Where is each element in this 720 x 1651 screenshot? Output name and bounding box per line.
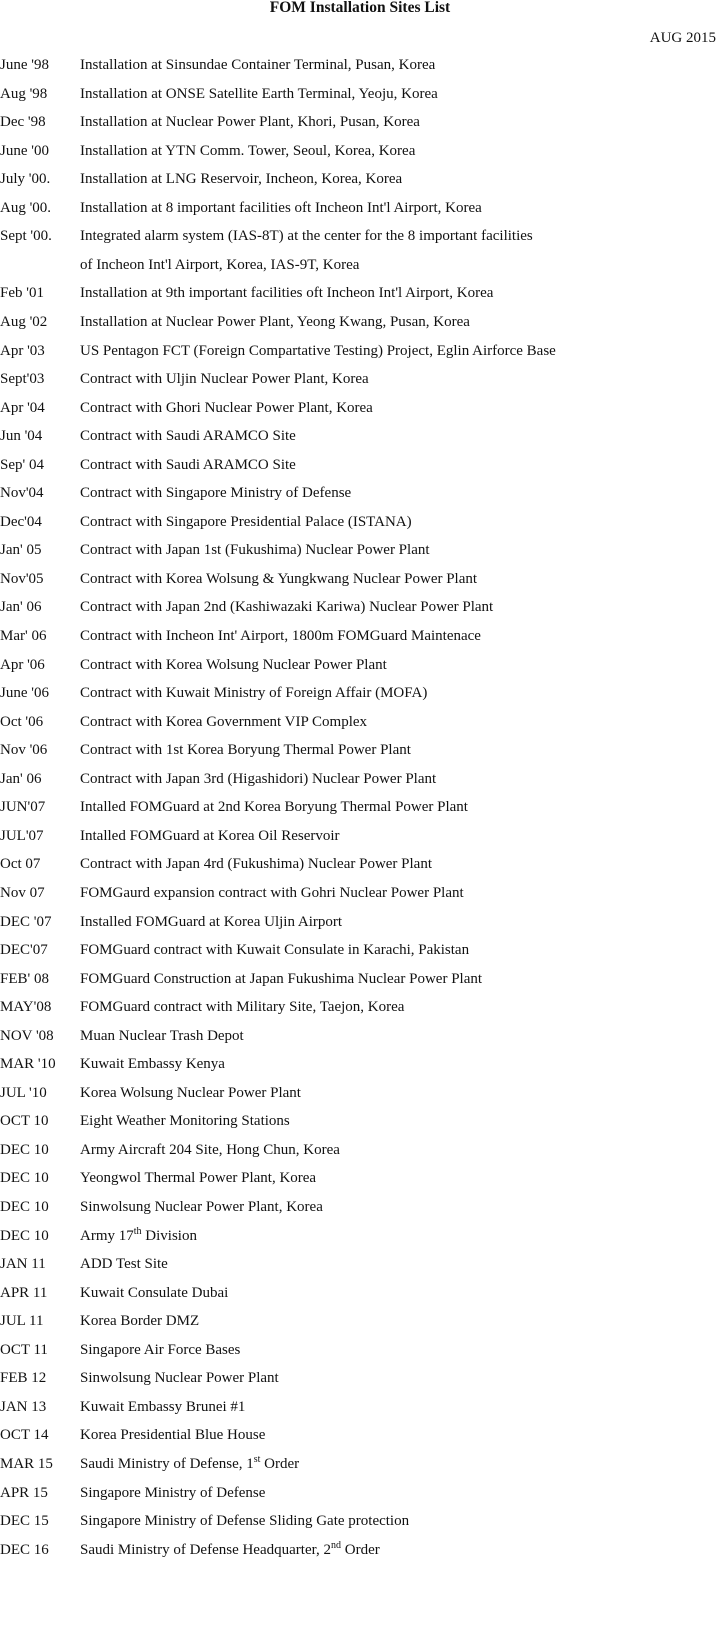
entry-description (80, 254, 359, 276)
entry-text-suffix: Order (260, 1455, 300, 1472)
entry-text: Korea Presidential Blue House (80, 1427, 266, 1444)
entry-text: Installation at LNG Reservoir, Incheon, Korea, Korea (80, 171, 403, 188)
entry-description (80, 1110, 290, 1132)
list-item (0, 368, 720, 390)
list-item (0, 1396, 720, 1418)
entry-description (80, 596, 493, 618)
entry-date: June '98 (0, 57, 49, 73)
entry-date: Aug '00. (0, 199, 52, 216)
list-item (0, 796, 720, 818)
list-item (0, 625, 720, 647)
entry-date: Jan' 05 (0, 542, 42, 559)
list-item (0, 1282, 720, 1304)
entry-description (80, 968, 482, 990)
entry-description (80, 1082, 301, 1104)
entry-description (80, 282, 493, 304)
entry-date: Apr '03 (0, 342, 45, 359)
list-item (0, 83, 720, 105)
entry-date: Sept '00. (0, 228, 52, 245)
entry-text: Contract with Saudi ARAMCO Site (80, 456, 296, 473)
entry-date: DEC 15 (0, 1513, 49, 1530)
list-item (0, 197, 720, 219)
entry-description (80, 1225, 197, 1247)
entry-text: FOMGuard contract with Military Site, Taejon, Korea (80, 999, 405, 1016)
list-item (0, 1510, 720, 1532)
entry-text-suffix: Division (141, 1227, 197, 1244)
entry-text: Contract with Korea Wolsung Nuclear Power Plant (80, 656, 387, 673)
list-item (0, 1424, 720, 1446)
entry-date: OCT 11 (0, 1341, 48, 1358)
entry-text: Contract with Saudi ARAMCO Site (80, 428, 296, 445)
list-item (0, 282, 720, 304)
list-item (0, 225, 720, 247)
list-item (0, 511, 720, 533)
list-item (0, 425, 720, 447)
entry-description (80, 825, 340, 847)
entry-text: Muan Nuclear Trash Depot (80, 1027, 244, 1044)
entry-text: Korea Wolsung Nuclear Power Plant (80, 1084, 301, 1101)
entry-date: DEC 16 (0, 1541, 49, 1558)
entry-date: OCT 14 (0, 1427, 49, 1444)
list-item (0, 1253, 720, 1275)
list-item (0, 1053, 720, 1075)
entry-date: DEC 10 (0, 1141, 49, 1158)
entry-description (80, 340, 556, 362)
entry-description (80, 54, 435, 76)
entry-description (80, 996, 404, 1018)
entry-text: Contract with Incheon Int' Airport, 1800m FOMGuard Maintenace (80, 628, 481, 644)
list-item (0, 1139, 720, 1161)
entry-text: Contract with 1st Korea Boryung Thermal Power Plant (80, 742, 411, 759)
list-item (0, 996, 720, 1018)
list-item (0, 539, 720, 561)
entry-text: Contract with Uljin Nuclear Power Plant, Korea (80, 371, 369, 388)
entry-date: Jun '04 (0, 428, 43, 445)
entry-text: Saudi Ministry of Defense, 1 (80, 1455, 254, 1472)
entry-description (80, 397, 373, 419)
entry-description (80, 882, 464, 904)
entry-date: Oct 07 (0, 856, 41, 873)
entry-date: FEB' 08 (0, 970, 49, 987)
entry-description (80, 796, 468, 818)
entry-date: NOV '08 (0, 1027, 54, 1044)
entry-text: FOMGaurd expansion contract with Gohri Nuclear Power Plant (80, 884, 464, 901)
entry-date: Apr '04 (0, 399, 45, 416)
entry-description (80, 711, 367, 733)
entry-text: FOMGuard Construction at Japan Fukushima Nuclear Power Plant (80, 970, 483, 987)
list-item (0, 397, 720, 419)
entry-description (80, 511, 412, 533)
entry-date: JUL'07 (0, 827, 44, 844)
list-item (0, 882, 720, 904)
entry-description (80, 368, 369, 390)
entry-text: Installation at ONSE Satellite Earth Terminal, Yeoju, Korea (80, 85, 438, 102)
entry-description (80, 1396, 245, 1418)
entry-description (80, 83, 438, 105)
list-item (0, 1196, 720, 1218)
entry-text: US Pentagon FCT (Foreign Compartative Testing) Project, Eglin Airforce Base (80, 342, 556, 359)
entry-text: Army 17 (80, 1227, 134, 1244)
entry-description (80, 168, 402, 190)
entry-description (80, 1367, 279, 1389)
entry-date: DEC 10 (0, 1227, 49, 1244)
document-title: FOM Installation Sites List (269, 0, 451, 16)
entry-date: Nov'05 (0, 570, 44, 587)
entry-date: JUN'07 (0, 799, 46, 816)
entry-date: MAR '10 (0, 1056, 56, 1073)
entry-text: Yeongwol Thermal Power Plant, Korea (80, 1170, 317, 1187)
list-item (0, 482, 720, 504)
list-item (0, 1110, 720, 1132)
entry-date: DEC'07 (0, 942, 48, 959)
entry-description (80, 939, 469, 961)
entry-description (80, 311, 470, 333)
entry-description (80, 1510, 409, 1532)
list-item (0, 1025, 720, 1047)
entry-description (80, 1282, 228, 1304)
entry-superscript: st (253, 1453, 261, 1465)
entry-date: June '06 (0, 685, 49, 702)
list-item (0, 1539, 720, 1561)
list-item (0, 654, 720, 676)
entry-text: Installed FOMGuard at Korea Uljin Airport (80, 913, 343, 930)
entry-description (80, 1453, 299, 1475)
entry-description (80, 225, 533, 247)
entry-text: Installation at Nuclear Power Plant, Yeong Kwang, Pusan, Korea (80, 313, 470, 330)
entry-description (80, 1339, 240, 1361)
entry-description (80, 1424, 265, 1446)
entry-date: Nov '06 (0, 742, 48, 759)
entry-description (80, 768, 436, 790)
entry-description (80, 911, 342, 933)
entry-date: June '00 (0, 142, 49, 159)
entry-text: Singapore Ministry of Defense (80, 1484, 266, 1501)
entry-text: Singapore Air Force Bases (80, 1341, 241, 1358)
entry-text: FOMGuard contract with Kuwait Consulate in Karachi, Pakistan (80, 942, 470, 959)
entry-date: Dec '98 (0, 114, 46, 131)
entry-date: JUL 11 (0, 1313, 44, 1330)
entry-description (80, 539, 430, 561)
entry-description (80, 482, 351, 504)
entry-text: Singapore Ministry of Defense Sliding Gate protection (80, 1513, 410, 1530)
list-item (0, 939, 720, 961)
entry-text: Contract with Singapore Presidential Palace (ISTANA) (80, 513, 412, 530)
entry-text: Installation at Nuclear Power Plant, Khori, Pusan, Korea (80, 114, 420, 131)
entry-date: Aug '02 (0, 313, 48, 330)
entry-date: DEC 10 (0, 1199, 49, 1215)
list-item (0, 596, 720, 618)
list-item (0, 768, 720, 790)
entry-description (80, 682, 427, 704)
entry-text-suffix: Order (341, 1541, 380, 1558)
list-item (0, 1367, 720, 1389)
entry-date: Sep' 04 (0, 456, 44, 473)
entry-description (80, 654, 387, 676)
entry-description (80, 454, 296, 476)
entry-text: Installation at 9th important facilities oft Incheon Int'l Airport, Korea (80, 285, 494, 302)
entry-description (80, 140, 415, 162)
entry-date: JAN 13 (0, 1398, 47, 1415)
list-item (0, 111, 720, 133)
entry-description (80, 568, 477, 590)
entry-text: Installation at 8 important facilities oft Incheon Int'l Airport, Korea (80, 199, 482, 216)
entry-text: Sinwolsung Nuclear Power Plant, Korea (80, 1199, 323, 1215)
entry-date: Nov 07 (0, 884, 45, 901)
list-item (0, 311, 720, 333)
entry-text: ADD Test Site (80, 1256, 168, 1273)
entry-description (80, 1539, 380, 1561)
list-item (0, 968, 720, 990)
list-item (0, 711, 720, 733)
list-item (0, 825, 720, 847)
entry-text: Contract with Japan 4rd (Fukushima) Nuclear Power Plant (80, 856, 433, 873)
entry-date: APR 11 (0, 1284, 48, 1301)
entry-text: Intalled FOMGuard at Korea Oil Reservoir (80, 827, 340, 844)
entry-text: Kuwait Embassy Brunei #1 (80, 1398, 246, 1415)
entry-description (80, 111, 420, 133)
entry-text: Sinwolsung Nuclear Power Plant (80, 1370, 279, 1387)
entry-description (80, 197, 482, 219)
entry-date: FEB 12 (0, 1370, 47, 1387)
entry-date: JAN 11 (0, 1256, 46, 1273)
list-item (0, 682, 720, 704)
list-item (0, 140, 720, 162)
entry-text: Kuwait Embassy Kenya (80, 1056, 225, 1073)
list-item (0, 1310, 720, 1332)
entry-text: Contract with Japan 2nd (Kashiwazaki Kariwa) Nuclear Power Plant (80, 599, 494, 616)
entry-description (80, 1139, 340, 1161)
entry-description (80, 1482, 265, 1504)
list-item (0, 1225, 720, 1247)
list-item (0, 54, 720, 76)
list-item (0, 1082, 720, 1104)
entry-date: JUL '10 (0, 1084, 47, 1101)
entry-date: Sept'03 (0, 371, 45, 388)
entry-text: Contract with Singapore Ministry of Defense (80, 485, 352, 502)
entry-text: Installation at YTN Comm. Tower, Seoul, Korea, Korea (80, 142, 416, 159)
entry-text: Contract with Japan 3rd (Higashidori) Nuclear Power Plant (80, 770, 437, 787)
entry-date: MAR 15 (0, 1455, 53, 1472)
list-item (0, 168, 720, 190)
entry-date: Apr '06 (0, 656, 45, 673)
entry-date: Jan' 06 (0, 770, 42, 787)
list-item (0, 911, 720, 933)
document-date: AUG 2015 (649, 30, 716, 46)
entry-text: Installation at Sinsundae Container Terminal, Pusan, Korea (80, 57, 436, 73)
list-item (0, 1339, 720, 1361)
entry-description (80, 1310, 199, 1332)
entry-date: Mar' 06 (0, 628, 47, 644)
list-item (0, 568, 720, 590)
entry-text: of Incheon Int'l Airport, Korea, IAS-9T, Korea (80, 256, 360, 273)
entry-superscript: nd (331, 1539, 341, 1551)
entry-text: Kuwait Consulate Dubai (80, 1284, 229, 1301)
entry-date: Aug '98 (0, 85, 48, 102)
entry-text: Integrated alarm system (IAS-8T) at the center for the 8 important facilities (80, 228, 533, 245)
entry-date: Jan' 06 (0, 599, 42, 616)
list-item (0, 1167, 720, 1189)
entry-description (80, 739, 411, 761)
entry-date: July '00. (0, 171, 51, 188)
entry-description (80, 1053, 225, 1075)
entry-date: OCT 10 (0, 1113, 49, 1130)
entry-text: Intalled FOMGuard at 2nd Korea Boryung Thermal Power Plant (80, 799, 468, 816)
entry-description (80, 1167, 316, 1189)
entry-date: Nov'04 (0, 485, 44, 502)
entry-text: Eight Weather Monitoring Stations (80, 1113, 290, 1130)
list-item (0, 340, 720, 362)
entry-superscript: th (133, 1225, 142, 1237)
entry-text: Saudi Ministry of Defense Headquarter, 2 (80, 1541, 331, 1558)
list-item (0, 1482, 720, 1504)
entry-description (80, 1025, 244, 1047)
entry-date: Feb '01 (0, 285, 44, 302)
entry-text: Contract with Kuwait Ministry of Foreign Affair (MOFA) (80, 685, 428, 702)
entry-description (80, 1196, 323, 1218)
list-item (0, 254, 720, 276)
entry-text: Contract with Japan 1st (Fukushima) Nuclear Power Plant (80, 542, 430, 559)
list-item (0, 1453, 720, 1475)
list-item (0, 739, 720, 761)
entry-date: APR 15 (0, 1484, 48, 1501)
entry-description (80, 425, 296, 447)
entry-text: Korea Border DMZ (80, 1313, 200, 1330)
entry-description (80, 853, 432, 875)
list-item (0, 454, 720, 476)
entry-description (80, 1253, 168, 1275)
entry-date: MAY'08 (0, 999, 52, 1016)
entry-text: Contract with Korea Wolsung & Yungkwang Nuclear Power Plant (80, 570, 478, 587)
entry-date: Dec'04 (0, 513, 42, 530)
entry-text: Army Aircraft 204 Site, Hong Chun, Korea (80, 1141, 340, 1158)
entry-date: Oct '06 (0, 713, 44, 730)
list-item (0, 853, 720, 875)
entry-text: Contract with Ghori Nuclear Power Plant, Korea (80, 399, 373, 416)
entry-date: DEC '07 (0, 913, 52, 930)
entry-text: Contract with Korea Government VIP Complex (80, 713, 368, 730)
entry-description (80, 625, 481, 647)
entry-date: DEC 10 (0, 1170, 49, 1187)
